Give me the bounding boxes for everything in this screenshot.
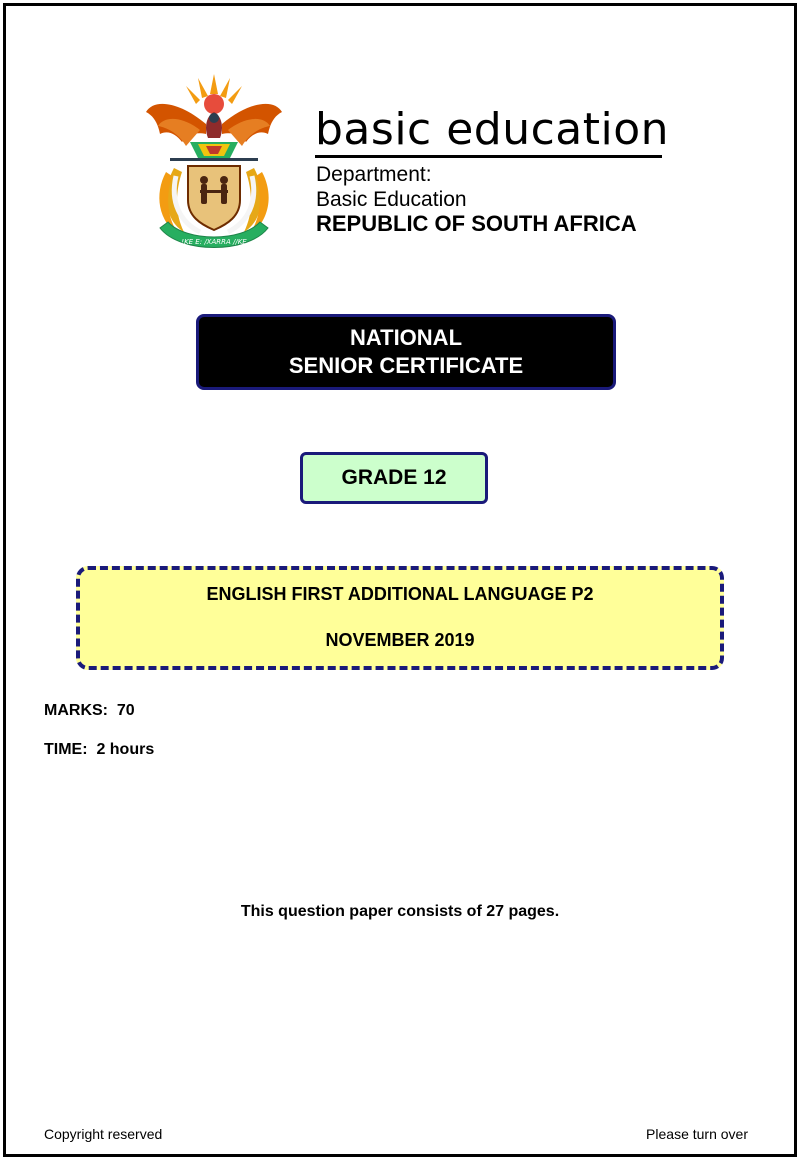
grade-box — [300, 452, 488, 504]
certificate-title-line2: SENIOR CERTIFICATE — [288, 353, 524, 378]
certificate-title-box — [196, 314, 616, 390]
certificate-title-line1: NATIONAL — [349, 325, 463, 350]
time-info: TIME: 2 hours — [44, 741, 155, 758]
subject-title: ENGLISH FIRST ADDITIONAL LANGUAGE P2 — [206, 584, 594, 604]
coat-of-arms-logo — [140, 72, 288, 252]
svg-text:!KE E: /XARRA //KE: !KE E: /XARRA //KE — [181, 238, 247, 246]
exam-session: NOVEMBER 2019 — [325, 630, 475, 650]
footer-turn-over: Please turn over — [646, 1126, 748, 1142]
footer-copyright: Copyright reserved — [44, 1126, 163, 1142]
department-label: Department: — [316, 163, 432, 186]
subject-box — [76, 566, 724, 670]
marks-info: MARKS: 70 — [44, 702, 135, 719]
brand-title: basic education — [315, 104, 670, 155]
department-name: Basic Education — [316, 188, 467, 211]
grade-label: GRADE 12 — [341, 466, 447, 489]
page-count-note: This question paper consists of 27 pages. — [240, 903, 560, 920]
brand-underline — [315, 155, 662, 158]
country-name: REPUBLIC OF SOUTH AFRICA — [316, 211, 637, 236]
